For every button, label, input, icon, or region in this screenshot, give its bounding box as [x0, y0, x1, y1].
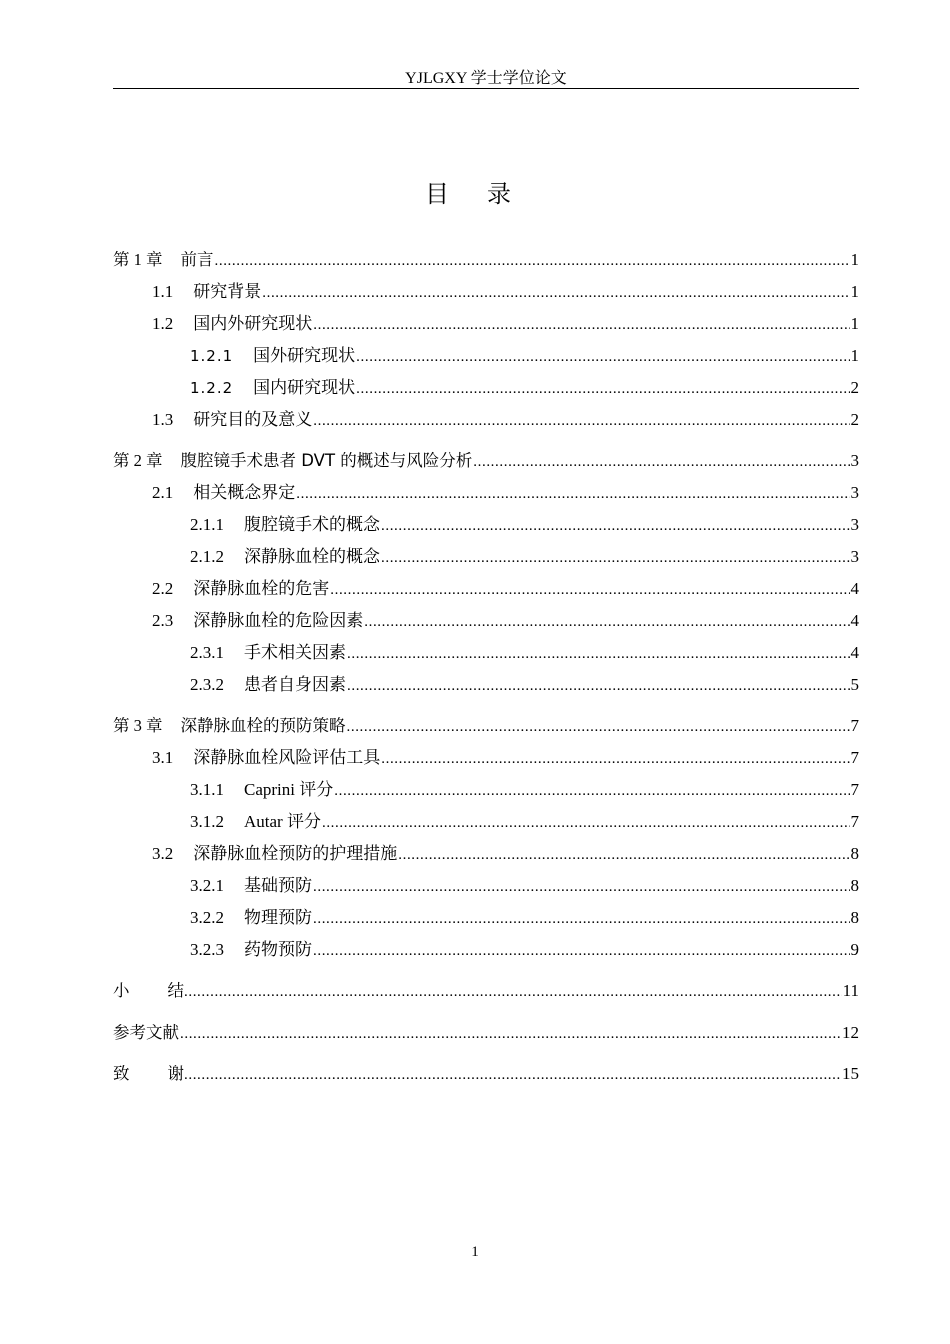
toc-entry-text: 国外研究现状: [253, 346, 356, 365]
toc-entry-page: 3: [850, 451, 859, 470]
toc-entry-text: 前言: [180, 250, 214, 269]
toc-entry-number: 2.3.1: [190, 643, 224, 662]
toc-entry-3-2-3[interactable]: [190, 939, 859, 962]
toc-entry-number: 第 3 章: [113, 716, 163, 735]
toc-entry-text: 研究目的及意义: [193, 410, 313, 429]
toc-entry-1-2[interactable]: [152, 313, 859, 336]
toc-entry-number: 2.3.2: [190, 675, 224, 694]
toc-entry-text: 国内研究现状: [253, 378, 356, 397]
page-header: YJLGXY 学士学位论文: [405, 70, 567, 87]
toc-entry-page: 8: [850, 876, 859, 895]
toc-entry-text: 患者自身因素: [244, 675, 346, 694]
toc-entry-acknowledgements[interactable]: [113, 1063, 859, 1086]
toc-leader-dots: [347, 643, 850, 665]
header-rule: [113, 88, 859, 89]
toc-leader-dots: [330, 579, 849, 601]
toc-leader-dots: [184, 981, 842, 1003]
toc-entry-page: 7: [850, 812, 859, 831]
toc-entry-number: 1.3: [152, 410, 174, 429]
toc-entry-chapter-2[interactable]: [113, 450, 859, 473]
toc-entry-number: 3.1.2: [190, 812, 224, 831]
toc-title: 目录: [425, 182, 549, 208]
toc-entry-page: 2: [850, 410, 859, 429]
toc-entry-page: 2: [850, 378, 859, 397]
toc-entry-3-1-2[interactable]: [190, 811, 859, 834]
toc-entry-number: 1.1: [152, 282, 174, 301]
toc-leader-dots: [184, 1064, 841, 1086]
toc-leader-dots: [313, 876, 850, 898]
toc-entry-page: 15: [842, 1064, 859, 1083]
toc-entry-2-1-2[interactable]: [190, 546, 859, 569]
toc-entry-3-2-2[interactable]: [190, 907, 859, 930]
toc-entry-number: 第 2 章: [113, 451, 163, 470]
toc-entry-page: 4: [850, 611, 859, 630]
toc-entry-1-2-2[interactable]: [190, 377, 859, 400]
toc-entry-page: 9: [850, 940, 859, 959]
toc-leader-dots: [356, 346, 849, 368]
toc-entry-page: 3: [850, 515, 859, 534]
toc-entry-text: 深静脉血栓的预防策略: [180, 716, 346, 735]
toc-entry-2-3-2[interactable]: [190, 674, 859, 697]
toc-entry-number: 2.1: [152, 483, 174, 502]
toc-entry-page: 7: [850, 748, 859, 767]
toc-entry-page: 3: [850, 547, 859, 566]
toc-entry-3-1[interactable]: [152, 747, 859, 770]
toc-entry-page: 3: [850, 483, 859, 502]
toc-leader-dots: [262, 282, 849, 304]
toc-entry-2-1[interactable]: [152, 482, 859, 505]
toc-entry-number: 第 1 章: [113, 250, 163, 269]
toc-entry-1-3[interactable]: [152, 409, 859, 432]
toc-entry-text: 深静脉血栓的概念: [244, 547, 380, 566]
toc-entry-page: 1: [850, 282, 859, 301]
toc-leader-dots: [334, 780, 849, 802]
toc-entry-page: 1: [850, 250, 859, 269]
toc-leader-dots: [313, 410, 849, 432]
toc-entry-2-1-1[interactable]: [190, 514, 859, 537]
toc-entry-number: 2.1.1: [190, 515, 224, 534]
toc-entry-chapter-1[interactable]: [113, 249, 859, 272]
toc-entry-text: 基础预防: [244, 876, 312, 895]
toc-entry-text: 致谢: [113, 1064, 222, 1083]
toc-entry-number: 3.1: [152, 748, 174, 767]
toc-leader-dots: [313, 314, 849, 336]
toc-entry-3-2-1[interactable]: [190, 875, 859, 898]
toc-entry-page: 8: [850, 844, 859, 863]
toc-entry-text: 物理预防: [244, 908, 312, 927]
toc-entry-1-2-1[interactable]: [190, 345, 859, 368]
toc-entry-number: 3.2.1: [190, 876, 224, 895]
toc-entry-text: Caprini 评分: [244, 780, 334, 799]
toc-leader-dots: [296, 483, 849, 505]
toc-entry-3-1-1[interactable]: [190, 779, 859, 802]
toc-leader-dots: [356, 378, 849, 400]
toc-leader-dots: [215, 250, 850, 272]
toc-leader-dots: [473, 451, 849, 473]
toc-leader-dots: [364, 611, 849, 633]
toc-leader-dots: [313, 908, 850, 930]
toc-entry-text: 深静脉血栓风险评估工具: [193, 748, 381, 767]
toc-entry-text: 小结: [113, 981, 222, 1000]
toc-entry-text: 相关概念界定: [193, 483, 296, 502]
toc-entry-number: 2.1.2: [190, 547, 224, 566]
toc-leader-dots: [347, 716, 850, 738]
toc-entry-text: 国内外研究现状: [193, 314, 313, 333]
toc-entry-summary[interactable]: [113, 980, 859, 1003]
toc-entry-3-2[interactable]: [152, 843, 859, 866]
toc-entry-number: 3.2: [152, 844, 174, 863]
toc-leader-dots: [180, 1023, 841, 1045]
toc-entry-2-3[interactable]: [152, 610, 859, 633]
toc-entry-page: 1: [850, 346, 859, 365]
toc-entry-text: 深静脉血栓的危险因素: [193, 611, 364, 630]
toc-entry-text: Autar 评分: [244, 812, 321, 831]
toc-entry-text: 研究背景: [193, 282, 262, 301]
toc-entry-1-1[interactable]: [152, 281, 859, 304]
toc-entry-page: 7: [850, 780, 859, 799]
toc-leader-dots: [347, 675, 850, 697]
toc-leader-dots: [381, 748, 849, 770]
toc-entry-number: 3.2.2: [190, 908, 224, 927]
toc-entry-text: 深静脉血栓的危害: [193, 579, 330, 598]
toc-entry-chapter-3[interactable]: [113, 715, 859, 738]
toc-leader-dots: [322, 812, 850, 834]
toc-entry-2-3-1[interactable]: [190, 642, 859, 665]
toc-entry-page: 5: [850, 675, 859, 694]
toc-entry-number: 2.2: [152, 579, 174, 598]
toc-entry-references[interactable]: [113, 1022, 859, 1045]
toc-entry-text: 腹腔镜手术患者 DVT 的概述与风险分析: [180, 451, 473, 470]
toc-entry-text: 深静脉血栓预防的护理措施: [193, 844, 398, 863]
page-number: 1: [471, 1244, 479, 1260]
toc-entry-text: 腹腔镜手术的概念: [244, 515, 380, 534]
toc-entry-page: 4: [850, 579, 859, 598]
toc-entry-number: 3.2.3: [190, 940, 224, 959]
toc-entry-number: 2.3: [152, 611, 174, 630]
toc-entry-text: 参考文献: [113, 1023, 179, 1042]
toc-entry-page: 7: [850, 716, 859, 735]
toc-entry-page: 1: [850, 314, 859, 333]
toc-leader-dots: [381, 515, 850, 537]
toc-entry-number: 1.2.2: [190, 379, 234, 397]
toc-entry-page: 11: [842, 981, 859, 1000]
toc-entry-page: 4: [850, 643, 859, 662]
toc-entry-number: 3.1.1: [190, 780, 224, 799]
toc-entry-text: 手术相关因素: [244, 643, 346, 662]
toc-entry-page: 8: [850, 908, 859, 927]
toc-leader-dots: [398, 844, 849, 866]
toc-entry-number: 1.2.1: [190, 347, 234, 365]
toc-leader-dots: [313, 940, 850, 962]
toc-leader-dots: [381, 547, 850, 569]
toc-entry-2-2[interactable]: [152, 578, 859, 601]
toc-entry-number: 1.2: [152, 314, 174, 333]
toc-entry-page: 12: [842, 1023, 859, 1042]
toc-entry-text: 药物预防: [244, 940, 312, 959]
